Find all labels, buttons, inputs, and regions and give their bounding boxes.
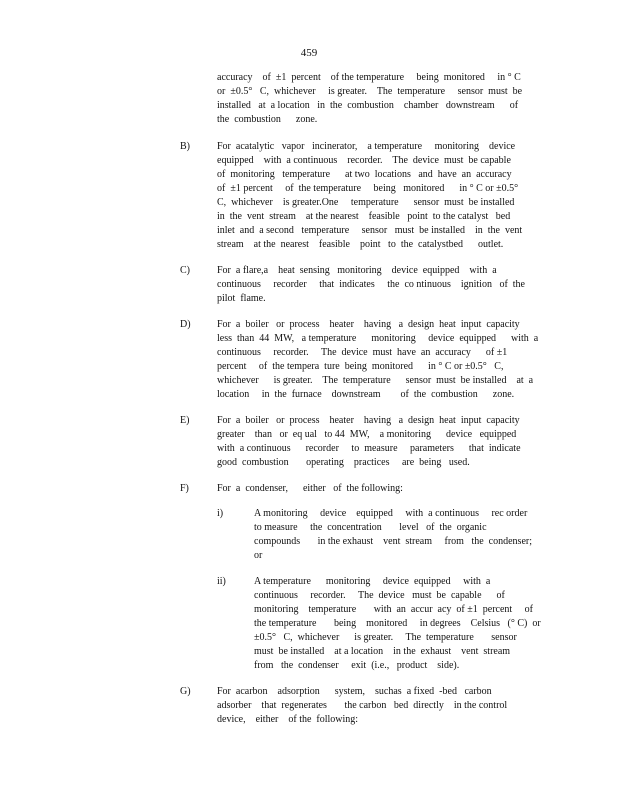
text-line: stream at the nearest feasible point to the catalystbed outlet. — [217, 239, 504, 250]
text-line: compounds in the exhaust vent stream from the condenser; — [254, 536, 532, 547]
text-line: For a condenser, either of the following: — [217, 483, 403, 494]
text-line: equipped with a continuous recorder. The device must be capable — [217, 155, 511, 166]
text-line: For a flare,a heat sensing monitoring device equipped with a — [217, 265, 497, 276]
text-line: percent of the tempera ture being monitored in ° C or ±0.5° C, — [217, 361, 504, 372]
text-line: A temperature monitoring device equipped with a — [254, 576, 491, 587]
item-label: E) — [180, 415, 190, 426]
text-line: adsorber that regenerates the carbon bed directly in the control — [217, 700, 508, 711]
text-line: continuous recorder. The device must be capable of — [254, 590, 505, 601]
text-line: ±0.5° C, whichever is greater. The temperature sensor — [254, 632, 517, 643]
text-line: pilot flame. — [217, 293, 266, 304]
text-line: must be installed at a location in the exhaust vent stream — [254, 646, 511, 657]
text-line: greater than or eq ual to 44 MW, a monitoring device equipped — [217, 429, 517, 440]
text-line: For acatalytic vapor incinerator, a temperature monitoring device — [217, 141, 516, 152]
item-label: F) — [180, 483, 189, 494]
text-line: inlet and a second temperature sensor must be installed in the vent — [217, 225, 523, 236]
item-label: D) — [180, 319, 191, 330]
text-line: device, either of the following: — [217, 714, 359, 725]
text-line: For a boiler or process heater having a design heat input capacity — [217, 415, 520, 426]
text-line: with a continuous recorder to measure parameters that indicate — [217, 443, 521, 454]
text-line: good combustion operating practices are being used. — [217, 457, 470, 468]
text-line: or — [254, 550, 263, 561]
text-line: C, whichever is greater.One temperature sensor must be installed — [217, 197, 515, 208]
text-line: less than 44 MW, a temperature monitoring device equipped with a — [217, 333, 539, 344]
item-label: B) — [180, 141, 190, 152]
text-line: the combustion zone. — [217, 114, 318, 125]
sub-item-label: i) — [217, 508, 224, 519]
text-line: monitoring temperature with an accur acy of ±1 percent of — [254, 604, 534, 615]
text-line: of ±1 percent of the temperature being monitored in ° C or ±0.5° — [217, 183, 519, 194]
sub-item-label: ii) — [217, 576, 226, 587]
text-line: or ±0.5° C, whichever is greater. The temperature sensor must be — [217, 86, 523, 97]
page-number: 459 — [300, 47, 318, 59]
text-line: from the condenser exit (i.e., product side). — [254, 660, 460, 671]
text-line: in the vent stream at the nearest feasible point to the catalyst bed — [217, 211, 511, 222]
text-line: of monitoring temperature at two locations and have an accuracy — [217, 169, 512, 180]
text-line: accuracy of ±1 percent of the temperature being monitored in ° C — [217, 72, 521, 83]
item-label: G) — [180, 686, 191, 697]
text-line: continuous recorder that indicates the co ntinuous ignition of the — [217, 279, 525, 290]
text-line: whichever is greater. The temperature sensor must be installed at a — [217, 375, 534, 386]
text-line: A monitoring device equipped with a continuous rec order — [254, 508, 528, 519]
text-line: continuous recorder. The device must have an accuracy of ±1 — [217, 347, 508, 358]
text-line: location in the furnace downstream of the combustion zone. — [217, 389, 515, 400]
text-line: the temperature being monitored in degrees Celsius (° C) or — [254, 618, 541, 629]
text-line: For acarbon adsorption system, suchas a fixed -bed carbon — [217, 686, 492, 697]
text-line: to measure the concentration level of the organic — [254, 522, 487, 533]
item-label: C) — [180, 265, 190, 276]
text-line: For a boiler or process heater having a design heat input capacity — [217, 319, 520, 330]
text-line: installed at a location in the combustion chamber downstream of — [217, 100, 519, 111]
